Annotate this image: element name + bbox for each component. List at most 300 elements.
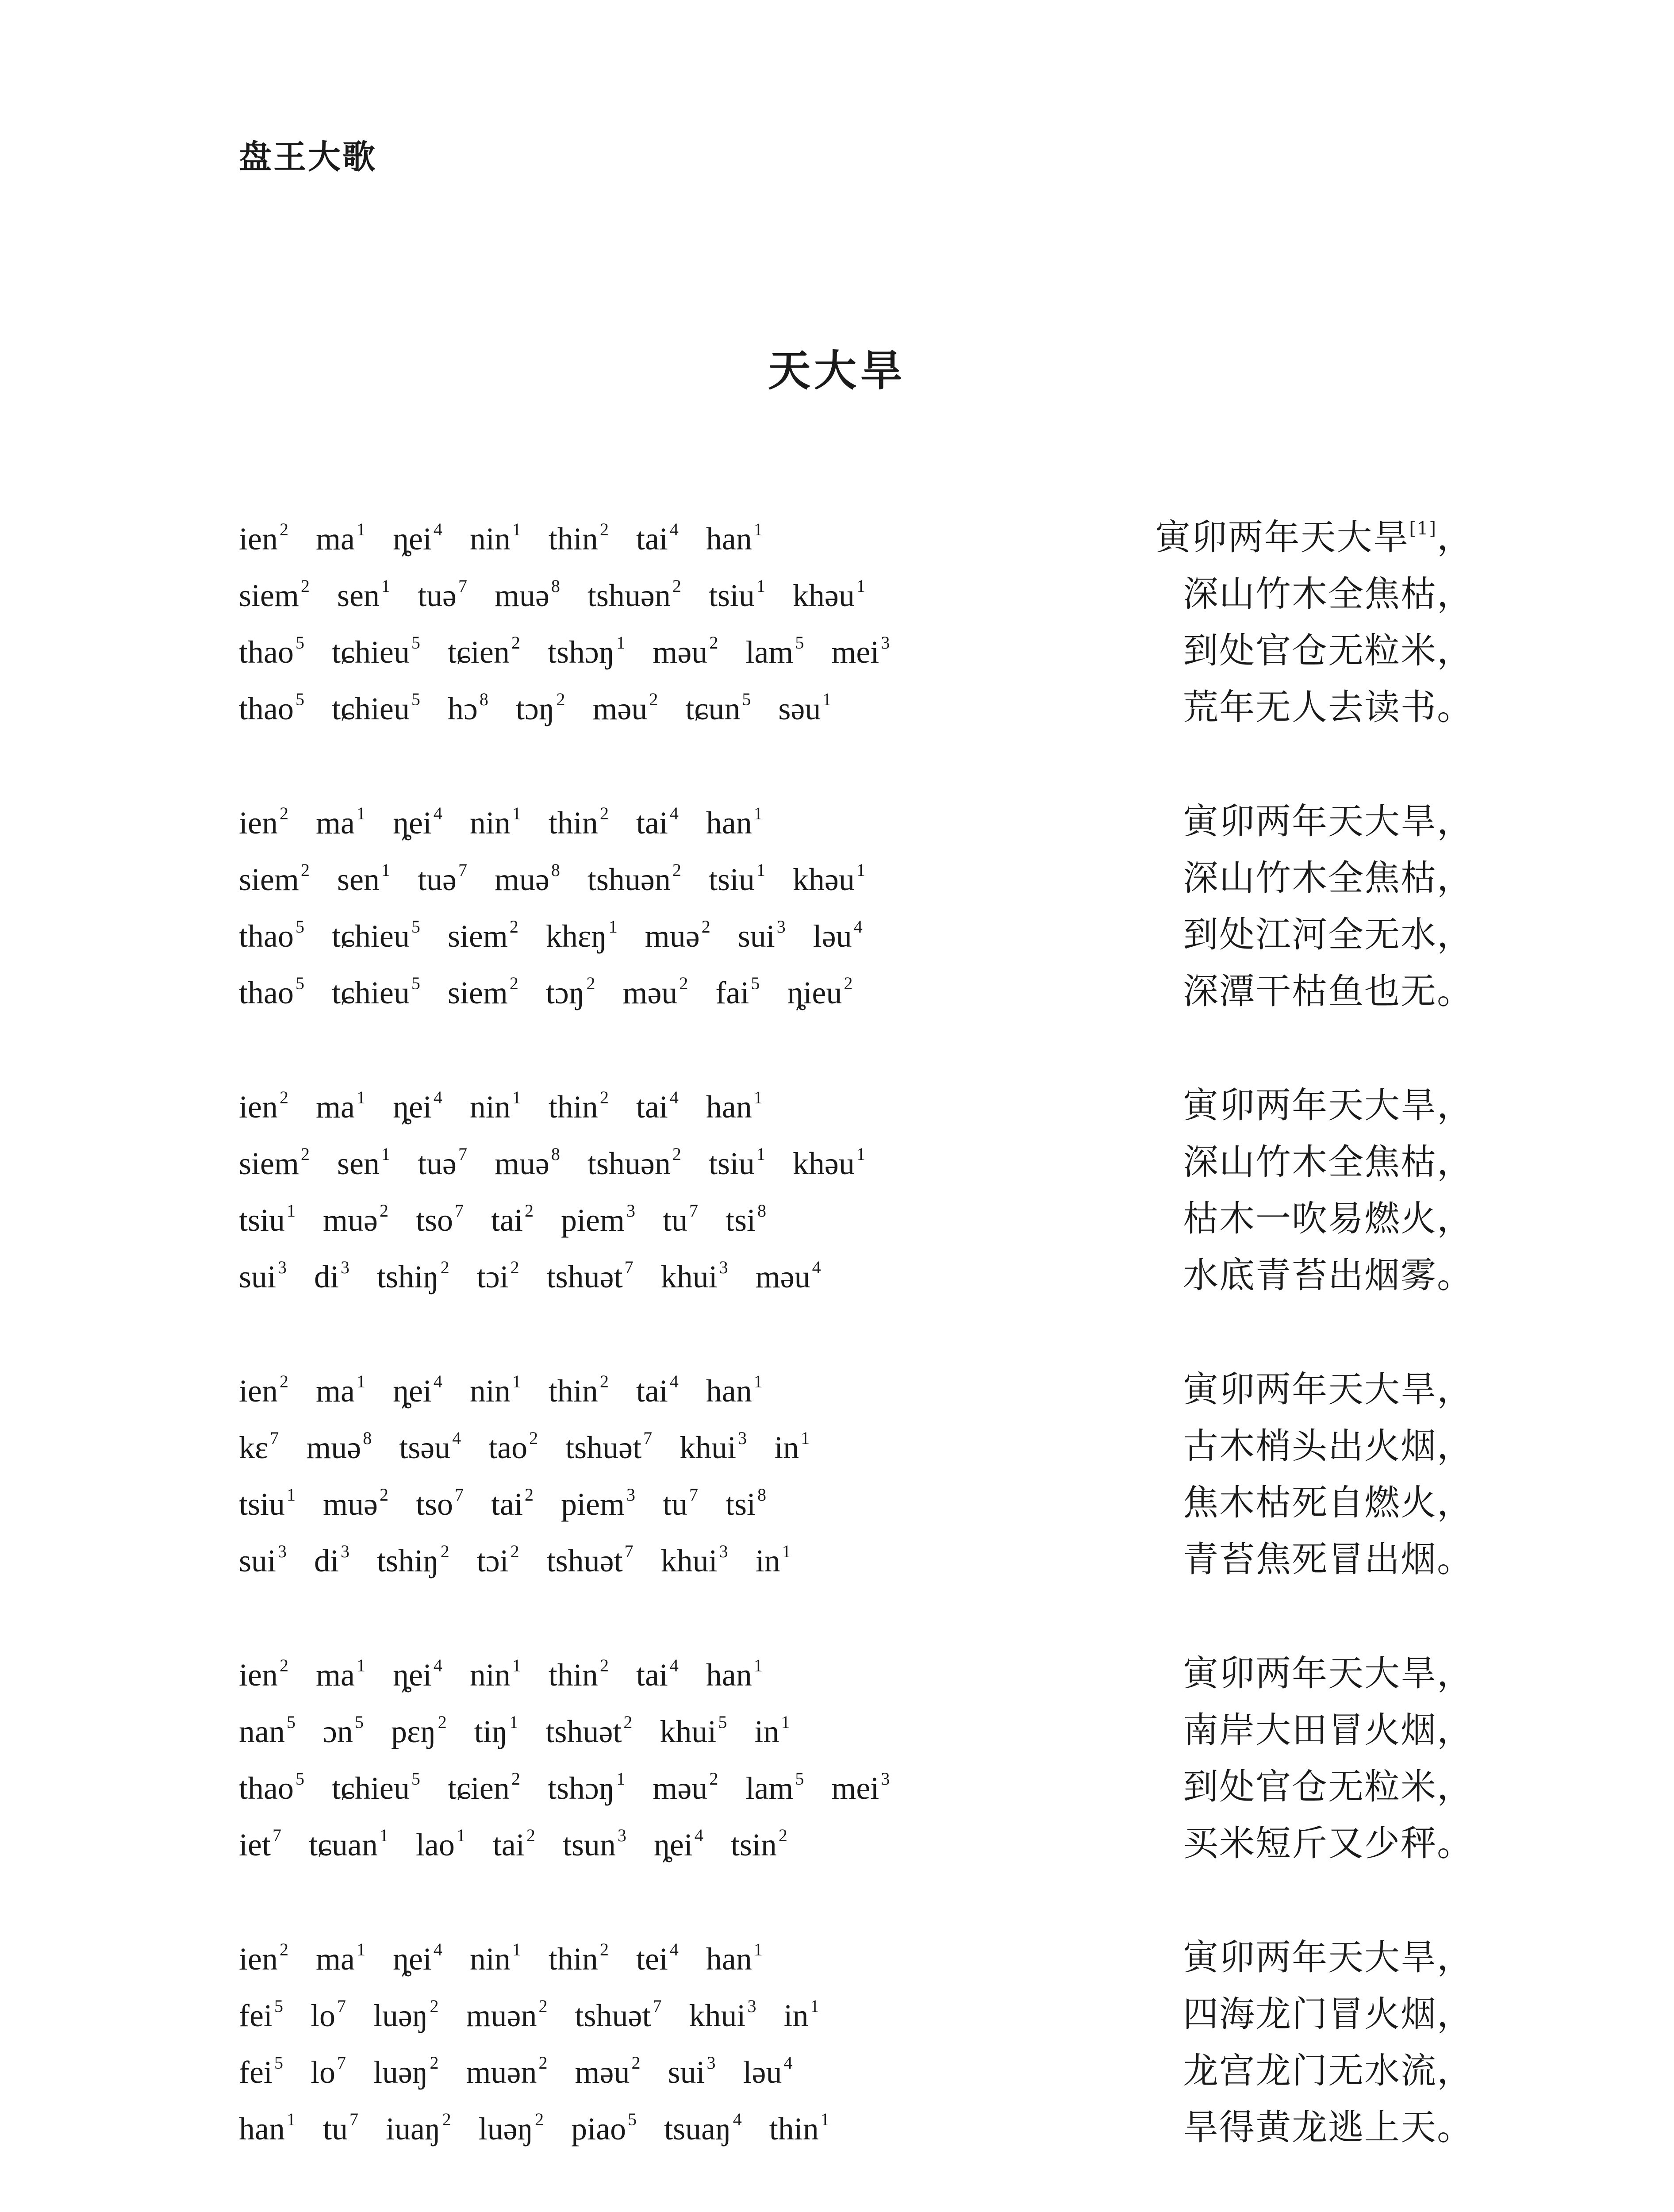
syllable: tuə $^7$ xyxy=(417,1144,467,1181)
syllable: tu $^7$ xyxy=(662,1201,698,1238)
tone-number: 2 xyxy=(509,917,518,937)
tone-number: 1 xyxy=(381,860,390,880)
tone-number: 2 xyxy=(672,860,681,880)
syllable: tsəu $^4$ xyxy=(399,1428,461,1465)
tone-number: 7 xyxy=(624,1541,634,1561)
syllable: tshɔŋ $^1$ xyxy=(547,1769,626,1806)
syllable: tao $^2$ xyxy=(488,1428,538,1465)
chinese-translation: 青苔焦死冒出烟。 xyxy=(1183,1539,1473,1580)
tone-number: 1 xyxy=(512,1655,521,1675)
tone-number: 5 xyxy=(274,1996,283,2016)
syllable: ȵei $^4$ xyxy=(653,1825,703,1863)
tone-number: 4 xyxy=(433,803,442,823)
syllable: han $^1$ xyxy=(706,1087,763,1125)
tone-number: 4 xyxy=(433,1939,442,1959)
tone-number: 1 xyxy=(512,1087,521,1107)
tone-number: 2 xyxy=(672,576,681,596)
tone-number: 2 xyxy=(623,1712,633,1732)
tone-number: 2 xyxy=(599,1939,609,1959)
tone-number: 1 xyxy=(810,1996,819,2016)
romanization-line xyxy=(239,2054,792,2091)
tone-number: 7 xyxy=(272,1825,281,1845)
syllable: nin $^1$ xyxy=(469,803,521,841)
syllable: thin $^2$ xyxy=(548,1939,609,1977)
syllable: tɔi $^2$ xyxy=(476,1257,519,1294)
syllable: han $^1$ xyxy=(706,1655,763,1693)
tone-number: 2 xyxy=(440,1257,449,1277)
stanza xyxy=(239,1645,1473,1871)
tone-number: 3 xyxy=(341,1257,350,1277)
syllable: thao $^5$ xyxy=(239,1769,304,1806)
syllable: nin $^1$ xyxy=(469,519,521,557)
syllable: tai $^2$ xyxy=(491,1485,534,1522)
syllable: tsiu $^1$ xyxy=(708,1144,765,1181)
tone-number: 2 xyxy=(510,1541,519,1561)
tone-number: 1 xyxy=(781,1712,790,1732)
syllable: tshuən $^2$ xyxy=(587,576,681,613)
tone-number: 2 xyxy=(300,1144,310,1164)
stanza xyxy=(239,509,1473,735)
tone-number: 1 xyxy=(756,1144,765,1164)
syllable: məu $^2$ xyxy=(592,689,658,726)
chinese-translation: 荒年无人去读书。 xyxy=(1183,687,1473,728)
syllable: khəu $^1$ xyxy=(792,576,865,613)
tone-number: 2 xyxy=(509,973,518,993)
romanization-line xyxy=(239,918,863,955)
tone-number: 1 xyxy=(856,576,865,596)
tone-number: 3 xyxy=(341,1541,350,1561)
syllable: khəu $^1$ xyxy=(792,1144,865,1181)
verse-line xyxy=(239,1815,1473,1871)
syllable: han $^1$ xyxy=(706,519,763,557)
verse-line xyxy=(239,1361,1473,1417)
syllable: tai $^4$ xyxy=(636,1087,679,1125)
tone-number: 1 xyxy=(756,576,765,596)
tone-number: 5 xyxy=(411,917,420,937)
romanization-line xyxy=(239,975,852,1011)
chinese-translation: 买米短斤又少秤。 xyxy=(1183,1823,1473,1864)
syllable: ien $^2$ xyxy=(239,803,288,841)
syllable: ien $^2$ xyxy=(239,1371,288,1409)
tone-number: 4 xyxy=(433,1655,442,1675)
syllable: fei $^5$ xyxy=(239,2053,283,2090)
tone-number: 2 xyxy=(556,689,565,709)
tone-number: 1 xyxy=(608,917,618,937)
tone-number: 8 xyxy=(551,860,560,880)
tone-number: 5 xyxy=(411,973,420,993)
syllable: khɛŋ $^1$ xyxy=(545,917,618,954)
romanization-line xyxy=(239,1941,763,1978)
tone-number: 1 xyxy=(356,1371,365,1391)
tone-number: 5 xyxy=(295,633,304,653)
syllable: tshiŋ $^2$ xyxy=(377,1541,449,1578)
syllable: ma $^1$ xyxy=(315,1087,365,1125)
footnote-marker: [1] xyxy=(1409,518,1437,539)
syllable: siem $^2$ xyxy=(447,917,518,954)
chinese-translation: 寅卯两年天大旱， xyxy=(1183,1937,1473,1978)
tone-number: 1 xyxy=(286,2109,296,2129)
tone-number: 2 xyxy=(510,1257,519,1277)
tone-number: 2 xyxy=(430,2053,439,2073)
romanization-line xyxy=(239,1429,810,1466)
verse-line xyxy=(239,1247,1473,1303)
verse-line xyxy=(239,509,1473,565)
tone-number: 2 xyxy=(279,519,288,539)
tone-number: 2 xyxy=(709,633,718,653)
syllable: pɛŋ $^2$ xyxy=(391,1712,447,1749)
syllable: muən $^2$ xyxy=(466,2053,548,2090)
syllable: məu $^2$ xyxy=(653,633,718,670)
tone-number: 2 xyxy=(599,1087,609,1107)
tone-number: 2 xyxy=(279,1371,288,1391)
syllable: di $^3$ xyxy=(314,1541,350,1578)
chinese-translation: 焦木枯死自燃火， xyxy=(1183,1482,1473,1523)
chinese-translation: 深潭干枯鱼也无。 xyxy=(1183,971,1473,1012)
tone-number: 2 xyxy=(380,1485,388,1505)
tone-number: 1 xyxy=(379,1825,388,1845)
tone-number: 5 xyxy=(411,689,420,709)
verse-line xyxy=(239,963,1473,1019)
syllable: sui $^3$ xyxy=(239,1541,287,1578)
chinese-translation: 枯木一吹易燃火， xyxy=(1183,1198,1473,1239)
verse-line xyxy=(239,1531,1473,1587)
syllable: kɛ $^7$ xyxy=(239,1428,279,1465)
tone-number: 8 xyxy=(757,1201,767,1221)
romanization-line xyxy=(239,1543,791,1579)
tone-number: 2 xyxy=(649,689,658,709)
tone-number: 4 xyxy=(812,1257,821,1277)
verse-line xyxy=(239,1645,1473,1701)
tone-number: 4 xyxy=(669,1655,679,1675)
syllable: məu $^2$ xyxy=(575,2053,641,2090)
syllable: tshuət $^7$ xyxy=(546,1541,634,1578)
syllable: nin $^1$ xyxy=(469,1655,521,1693)
syllable: tsiu $^1$ xyxy=(708,860,765,897)
tone-number: 3 xyxy=(278,1541,287,1561)
tone-number: 1 xyxy=(856,860,865,880)
tone-number: 5 xyxy=(751,973,760,993)
tone-number: 1 xyxy=(509,1712,518,1732)
syllable: in $^1$ xyxy=(754,1712,790,1749)
syllable: iuaŋ $^2$ xyxy=(385,2109,451,2147)
tone-number: 2 xyxy=(709,1769,718,1789)
tone-number: 7 xyxy=(270,1428,279,1448)
syllable: tai $^2$ xyxy=(491,1201,534,1238)
syllable: tai $^4$ xyxy=(636,519,679,557)
syllable: ləu $^4$ xyxy=(743,2053,793,2090)
syllable: han $^1$ xyxy=(706,803,763,841)
romanization-line xyxy=(239,1997,819,2034)
tone-number: 7 xyxy=(455,1201,464,1221)
syllable: tɕhieu $^5$ xyxy=(331,1769,420,1806)
chinese-translation: 四海龙门冒火烟， xyxy=(1183,1993,1473,2035)
tone-number: 3 xyxy=(719,1541,728,1561)
syllable: məu $^2$ xyxy=(622,973,688,1010)
tone-number: 2 xyxy=(430,1996,439,2016)
tone-number: 5 xyxy=(354,1712,364,1732)
tone-number: 4 xyxy=(452,1428,461,1448)
romanization-line xyxy=(239,634,890,671)
syllable: ien $^2$ xyxy=(239,1087,288,1125)
syllable: ȵei $^4$ xyxy=(392,1371,442,1409)
tone-number: 7 xyxy=(689,1201,698,1221)
tone-number: 1 xyxy=(356,1087,365,1107)
verse-line xyxy=(239,1758,1473,1815)
chinese-translation: 寅卯两年天大旱， xyxy=(1183,801,1473,842)
tone-number: 2 xyxy=(599,1371,609,1391)
tone-number: 2 xyxy=(438,1712,447,1732)
tone-number: 1 xyxy=(753,803,763,823)
verse-line xyxy=(239,1133,1473,1190)
syllable: ma $^1$ xyxy=(315,1655,365,1693)
chinese-translation: 古木梢头出火烟， xyxy=(1183,1425,1473,1467)
romanization-line xyxy=(239,1770,890,1807)
syllable: tu $^7$ xyxy=(323,2109,358,2147)
syllable: piao $^5$ xyxy=(571,2109,637,2147)
poem-title: 天大旱 xyxy=(768,346,906,396)
chinese-translation: 寅卯两年天大旱[1]， xyxy=(1155,517,1473,558)
syllable: tsi $^8$ xyxy=(725,1485,767,1522)
syllable: di $^3$ xyxy=(314,1257,350,1294)
running-head-title: 盘王大歌 xyxy=(239,138,377,176)
chinese-translation: 到处官仓无粒米， xyxy=(1183,1766,1473,1807)
syllable: thin $^2$ xyxy=(548,803,609,841)
tone-number: 2 xyxy=(679,973,688,993)
syllable: khui $^5$ xyxy=(660,1712,727,1749)
tone-number: 1 xyxy=(753,519,763,539)
syllable: nin $^1$ xyxy=(469,1939,521,1977)
tone-number: 4 xyxy=(669,519,679,539)
tone-number: 4 xyxy=(669,1087,679,1107)
syllable: tɕien $^2$ xyxy=(447,633,520,670)
stanza xyxy=(239,1077,1473,1303)
syllable: thin $^1$ xyxy=(769,2109,829,2147)
tone-number: 3 xyxy=(747,1996,756,2016)
syllable: thin $^2$ xyxy=(548,1371,609,1409)
tone-number: 7 xyxy=(458,1144,467,1164)
tone-number: 4 xyxy=(433,519,442,539)
syllable: tɔŋ $^2$ xyxy=(545,973,595,1010)
syllable: tai $^2$ xyxy=(492,1825,535,1863)
tone-number: 4 xyxy=(433,1371,442,1391)
syllable: luəŋ $^2$ xyxy=(478,2109,544,2147)
tone-number: 5 xyxy=(295,917,304,937)
syllable: ma $^1$ xyxy=(315,1939,365,1977)
tone-number: 2 xyxy=(535,2109,544,2129)
syllable: in $^1$ xyxy=(774,1428,810,1465)
tone-number: 1 xyxy=(801,1428,810,1448)
verse-line xyxy=(239,793,1473,849)
tone-number: 1 xyxy=(753,1087,763,1107)
tone-number: 3 xyxy=(719,1257,728,1277)
syllable: muə $^8$ xyxy=(306,1428,372,1465)
tone-number: 1 xyxy=(356,1655,365,1675)
tone-number: 5 xyxy=(628,2109,637,2129)
syllable: muə $^8$ xyxy=(494,1144,560,1181)
syllable: tshiŋ $^2$ xyxy=(377,1257,449,1294)
syllable: muə $^8$ xyxy=(494,576,560,613)
tone-number: 1 xyxy=(856,1144,865,1164)
verse-line xyxy=(239,679,1473,735)
syllable: tsin $^2$ xyxy=(730,1825,787,1863)
tone-number: 1 xyxy=(822,689,832,709)
tone-number: 5 xyxy=(295,973,304,993)
tone-number: 1 xyxy=(782,1541,791,1561)
romanization-line xyxy=(239,577,865,614)
syllable: tsi $^8$ xyxy=(725,1201,767,1238)
romanization-line xyxy=(239,1713,790,1750)
syllable: thin $^2$ xyxy=(548,519,609,557)
tone-number: 2 xyxy=(529,1428,538,1448)
syllable: ien $^2$ xyxy=(239,1939,288,1977)
tone-number: 1 xyxy=(356,803,365,823)
tone-number: 5 xyxy=(295,689,304,709)
tone-number: 2 xyxy=(279,1655,288,1675)
syllable: ȵei $^4$ xyxy=(392,803,442,841)
syllable: tiŋ $^1$ xyxy=(474,1712,518,1749)
syllable: thin $^2$ xyxy=(548,1655,609,1693)
tone-number: 2 xyxy=(844,973,853,993)
syllable: thao $^5$ xyxy=(239,689,304,726)
syllable: thao $^5$ xyxy=(239,973,304,1010)
tone-number: 2 xyxy=(300,576,310,596)
syllable: muə $^2$ xyxy=(323,1485,388,1522)
tone-number: 5 xyxy=(295,1769,304,1789)
syllable: tɔi $^2$ xyxy=(476,1541,519,1578)
tone-number: 2 xyxy=(511,1769,520,1789)
tone-number: 2 xyxy=(538,1996,548,2016)
tone-number: 7 xyxy=(653,1996,662,2016)
chinese-translation: 深山竹木全焦枯， xyxy=(1183,573,1473,614)
syllable: ȵei $^4$ xyxy=(392,1655,442,1693)
syllable: məu $^4$ xyxy=(755,1257,821,1294)
syllable: khui $^3$ xyxy=(689,1996,756,2033)
romanization-line xyxy=(239,1089,763,1125)
tone-number: 2 xyxy=(525,1485,534,1505)
tone-number: 1 xyxy=(753,1371,763,1391)
syllable: tuə $^7$ xyxy=(417,576,467,613)
syllable: ləu $^4$ xyxy=(813,917,863,954)
syllable: tshuət $^2$ xyxy=(545,1712,633,1749)
verse-line xyxy=(239,2042,1473,2099)
verse-line xyxy=(239,1701,1473,1758)
tone-number: 3 xyxy=(881,1769,890,1789)
tone-number: 2 xyxy=(279,1087,288,1107)
tone-number: 3 xyxy=(776,917,786,937)
syllable: sen $^1$ xyxy=(337,576,390,613)
syllable: tu $^7$ xyxy=(662,1485,698,1522)
syllable: tɕhieu $^5$ xyxy=(331,633,420,670)
tone-number: 1 xyxy=(616,1769,626,1789)
tone-number: 8 xyxy=(363,1428,372,1448)
chinese-translation: 水底青苔出烟雾。 xyxy=(1183,1255,1473,1296)
syllable: tso $^7$ xyxy=(416,1485,464,1522)
syllable: sen $^1$ xyxy=(337,1144,390,1181)
verse-line xyxy=(239,622,1473,679)
syllable: mei $^3$ xyxy=(831,1769,890,1806)
chinese-translation: 旱得黄龙逃上天。 xyxy=(1183,2107,1473,2148)
tone-number: 8 xyxy=(479,689,488,709)
tone-number: 2 xyxy=(701,917,710,937)
romanization-line xyxy=(239,1259,821,1295)
tone-number: 1 xyxy=(356,519,365,539)
syllable: siem $^2$ xyxy=(239,1144,310,1181)
tone-number: 4 xyxy=(853,917,863,937)
tone-number: 1 xyxy=(512,1371,521,1391)
syllable: han $^1$ xyxy=(706,1939,763,1977)
tone-number: 1 xyxy=(287,1485,296,1505)
syllable: ȵei $^4$ xyxy=(392,1939,442,1977)
syllable: tsun $^3$ xyxy=(562,1825,626,1863)
chinese-translation: 深山竹木全焦枯， xyxy=(1183,857,1473,899)
tone-number: 3 xyxy=(706,2053,716,2073)
tone-number: 8 xyxy=(757,1485,767,1505)
romanization-line xyxy=(239,1373,763,1409)
romanization-line xyxy=(239,1657,763,1694)
chinese-translation: 寅卯两年天大旱， xyxy=(1183,1653,1473,1694)
syllable: nan $^5$ xyxy=(239,1712,296,1749)
tone-number: 2 xyxy=(526,1825,535,1845)
verse-line xyxy=(239,849,1473,906)
syllable: sui $^3$ xyxy=(239,1257,287,1294)
syllable: lam $^5$ xyxy=(745,633,804,670)
tone-number: 5 xyxy=(286,1712,296,1732)
tone-number: 2 xyxy=(279,803,288,823)
syllable: ma $^1$ xyxy=(315,803,365,841)
tone-number: 1 xyxy=(512,519,521,539)
tone-number: 7 xyxy=(643,1428,653,1448)
syllable: tso $^7$ xyxy=(416,1201,464,1238)
syllable: sen $^1$ xyxy=(337,860,390,897)
syllable: ȵei $^4$ xyxy=(392,519,442,557)
syllable: han $^1$ xyxy=(239,2109,296,2147)
chinese-translation: 寅卯两年天大旱， xyxy=(1183,1369,1473,1410)
tone-number: 2 xyxy=(538,2053,548,2073)
syllable: tshuət $^7$ xyxy=(546,1257,634,1294)
chinese-translation: 深山竹木全焦枯， xyxy=(1183,1141,1473,1183)
verse-line xyxy=(239,1985,1473,2042)
syllable: han $^1$ xyxy=(706,1371,763,1409)
syllable: thin $^2$ xyxy=(548,1087,609,1125)
syllable: ȵieu $^2$ xyxy=(787,973,853,1010)
tone-number: 2 xyxy=(586,973,595,993)
tone-number: 8 xyxy=(551,576,560,596)
syllable: lao $^1$ xyxy=(415,1825,465,1863)
verse-line xyxy=(239,1417,1473,1474)
tone-number: 2 xyxy=(599,803,609,823)
syllable: mei $^3$ xyxy=(831,633,890,670)
tone-number: 2 xyxy=(380,1201,388,1221)
stanza xyxy=(239,1929,1473,2155)
tone-number: 1 xyxy=(753,1655,763,1675)
syllable: tɕun $^5$ xyxy=(685,689,751,726)
syllable: siem $^2$ xyxy=(447,973,518,1010)
verse-line xyxy=(239,1077,1473,1133)
tone-number: 5 xyxy=(795,633,804,653)
tone-number: 2 xyxy=(279,1939,288,1959)
tone-number: 7 xyxy=(458,860,467,880)
tone-number: 1 xyxy=(753,1939,763,1959)
syllable: siem $^2$ xyxy=(239,576,310,613)
syllable: khui $^3$ xyxy=(660,1257,728,1294)
syllable: piem $^3$ xyxy=(561,1201,635,1238)
tone-number: 8 xyxy=(551,1144,560,1164)
syllable: in $^1$ xyxy=(783,1996,819,2033)
tone-number: 2 xyxy=(511,633,520,653)
romanization-line xyxy=(239,1486,766,1523)
syllable: tai $^4$ xyxy=(636,803,679,841)
tone-number: 4 xyxy=(669,1371,679,1391)
